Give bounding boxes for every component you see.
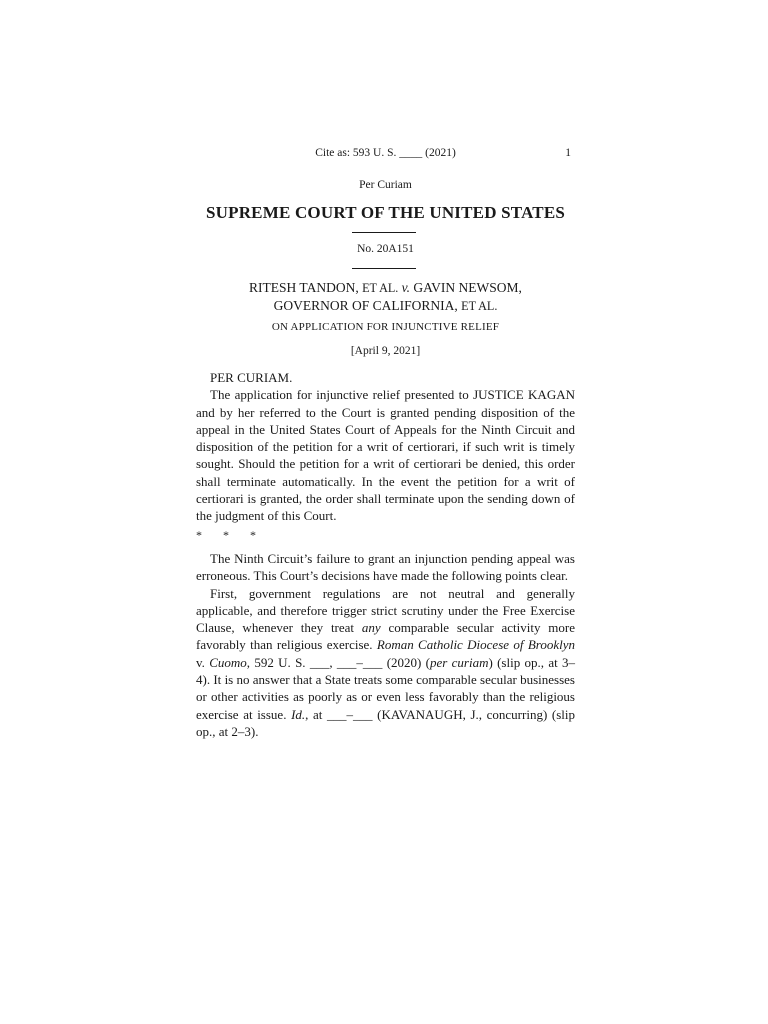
per-curiam-label: PER CURIAM. (210, 370, 293, 385)
case-name-diocese: Roman Catholic Diocese of Brooklyn (376, 637, 575, 653)
versus: v. (401, 280, 411, 295)
decision-date: [April 9, 2021] (350, 345, 421, 357)
case-name-cuomo: Cuomo (209, 654, 247, 670)
opinion-type-heading: Per Curiam (359, 179, 412, 191)
case-caption (196, 279, 575, 315)
respondent-name: GAVIN NEWSOM, (413, 280, 522, 295)
paragraph-first-point: First, government regulations are not neutral and generally applicable, and therefore trigger strict scrutiny under the Free Exercise Clause, whenever they treat any comparable secular activity more favorably than religious exercise. Roman Catholic Diocese of Brooklyn v. Cuomo, 592 U. S. ___, ___–___ (2020) (per curiam) (slip op., at 3–4). It is no answer that a State treats some comparable secular businesses or other activities as poorly as or even less favorably than the religious exercise at issue. Id., at ___–___ (KAVANAUGH, J., concurring) (slip op., at 2–3). (196, 585, 575, 739)
divider-rule (352, 232, 416, 233)
application-line: ON APPLICATION FOR INJUNCTIVE RELIEF (271, 321, 500, 333)
docket-number: No. 20A151 (357, 243, 414, 255)
opinion-page (196, 0, 575, 1024)
respondent-title: GOVERNOR OF CALIFORNIA, (273, 298, 458, 313)
running-head (196, 147, 575, 163)
emphasis-any: any (361, 620, 381, 636)
petitioner-et-al: ET AL. (362, 281, 399, 295)
section-break-stars: * * * (196, 527, 256, 542)
id-citation: Id. (291, 706, 306, 722)
petitioner-name: RITESH TANDON, (249, 280, 359, 295)
court-name: SUPREME COURT OF THE UNITED STATES (205, 203, 566, 222)
page-number: 1 (565, 147, 571, 159)
opinion-body (196, 369, 575, 740)
divider-rule (352, 268, 416, 269)
respondent-et-al: ET AL. (461, 299, 498, 313)
citation: Cite as: 593 U. S. ____ (2021) (315, 147, 456, 159)
paragraph-ninth-circuit: The Ninth Circuit’s failure to grant an injunction pending appeal was erroneous. This Court’s decisions have made the following points clear. (196, 550, 575, 584)
paragraph-order: The application for injunctive relief presented to JUSTICE KAGAN and by her referred to the Court is granted pending disposition of the appeal in the United States Court of Appeals for the Ninth Circuit and disposition of the petition for a writ of certiorari, if such writ is timely sought. Should the petition for a writ of certiorari be denied, this order shall terminate automatically. In the event the petition for a writ of certiorari is granted, the order shall terminate upon the sending down of the judgment of this Court. (196, 387, 575, 524)
per-curiam-italic: per curiam (430, 654, 489, 670)
